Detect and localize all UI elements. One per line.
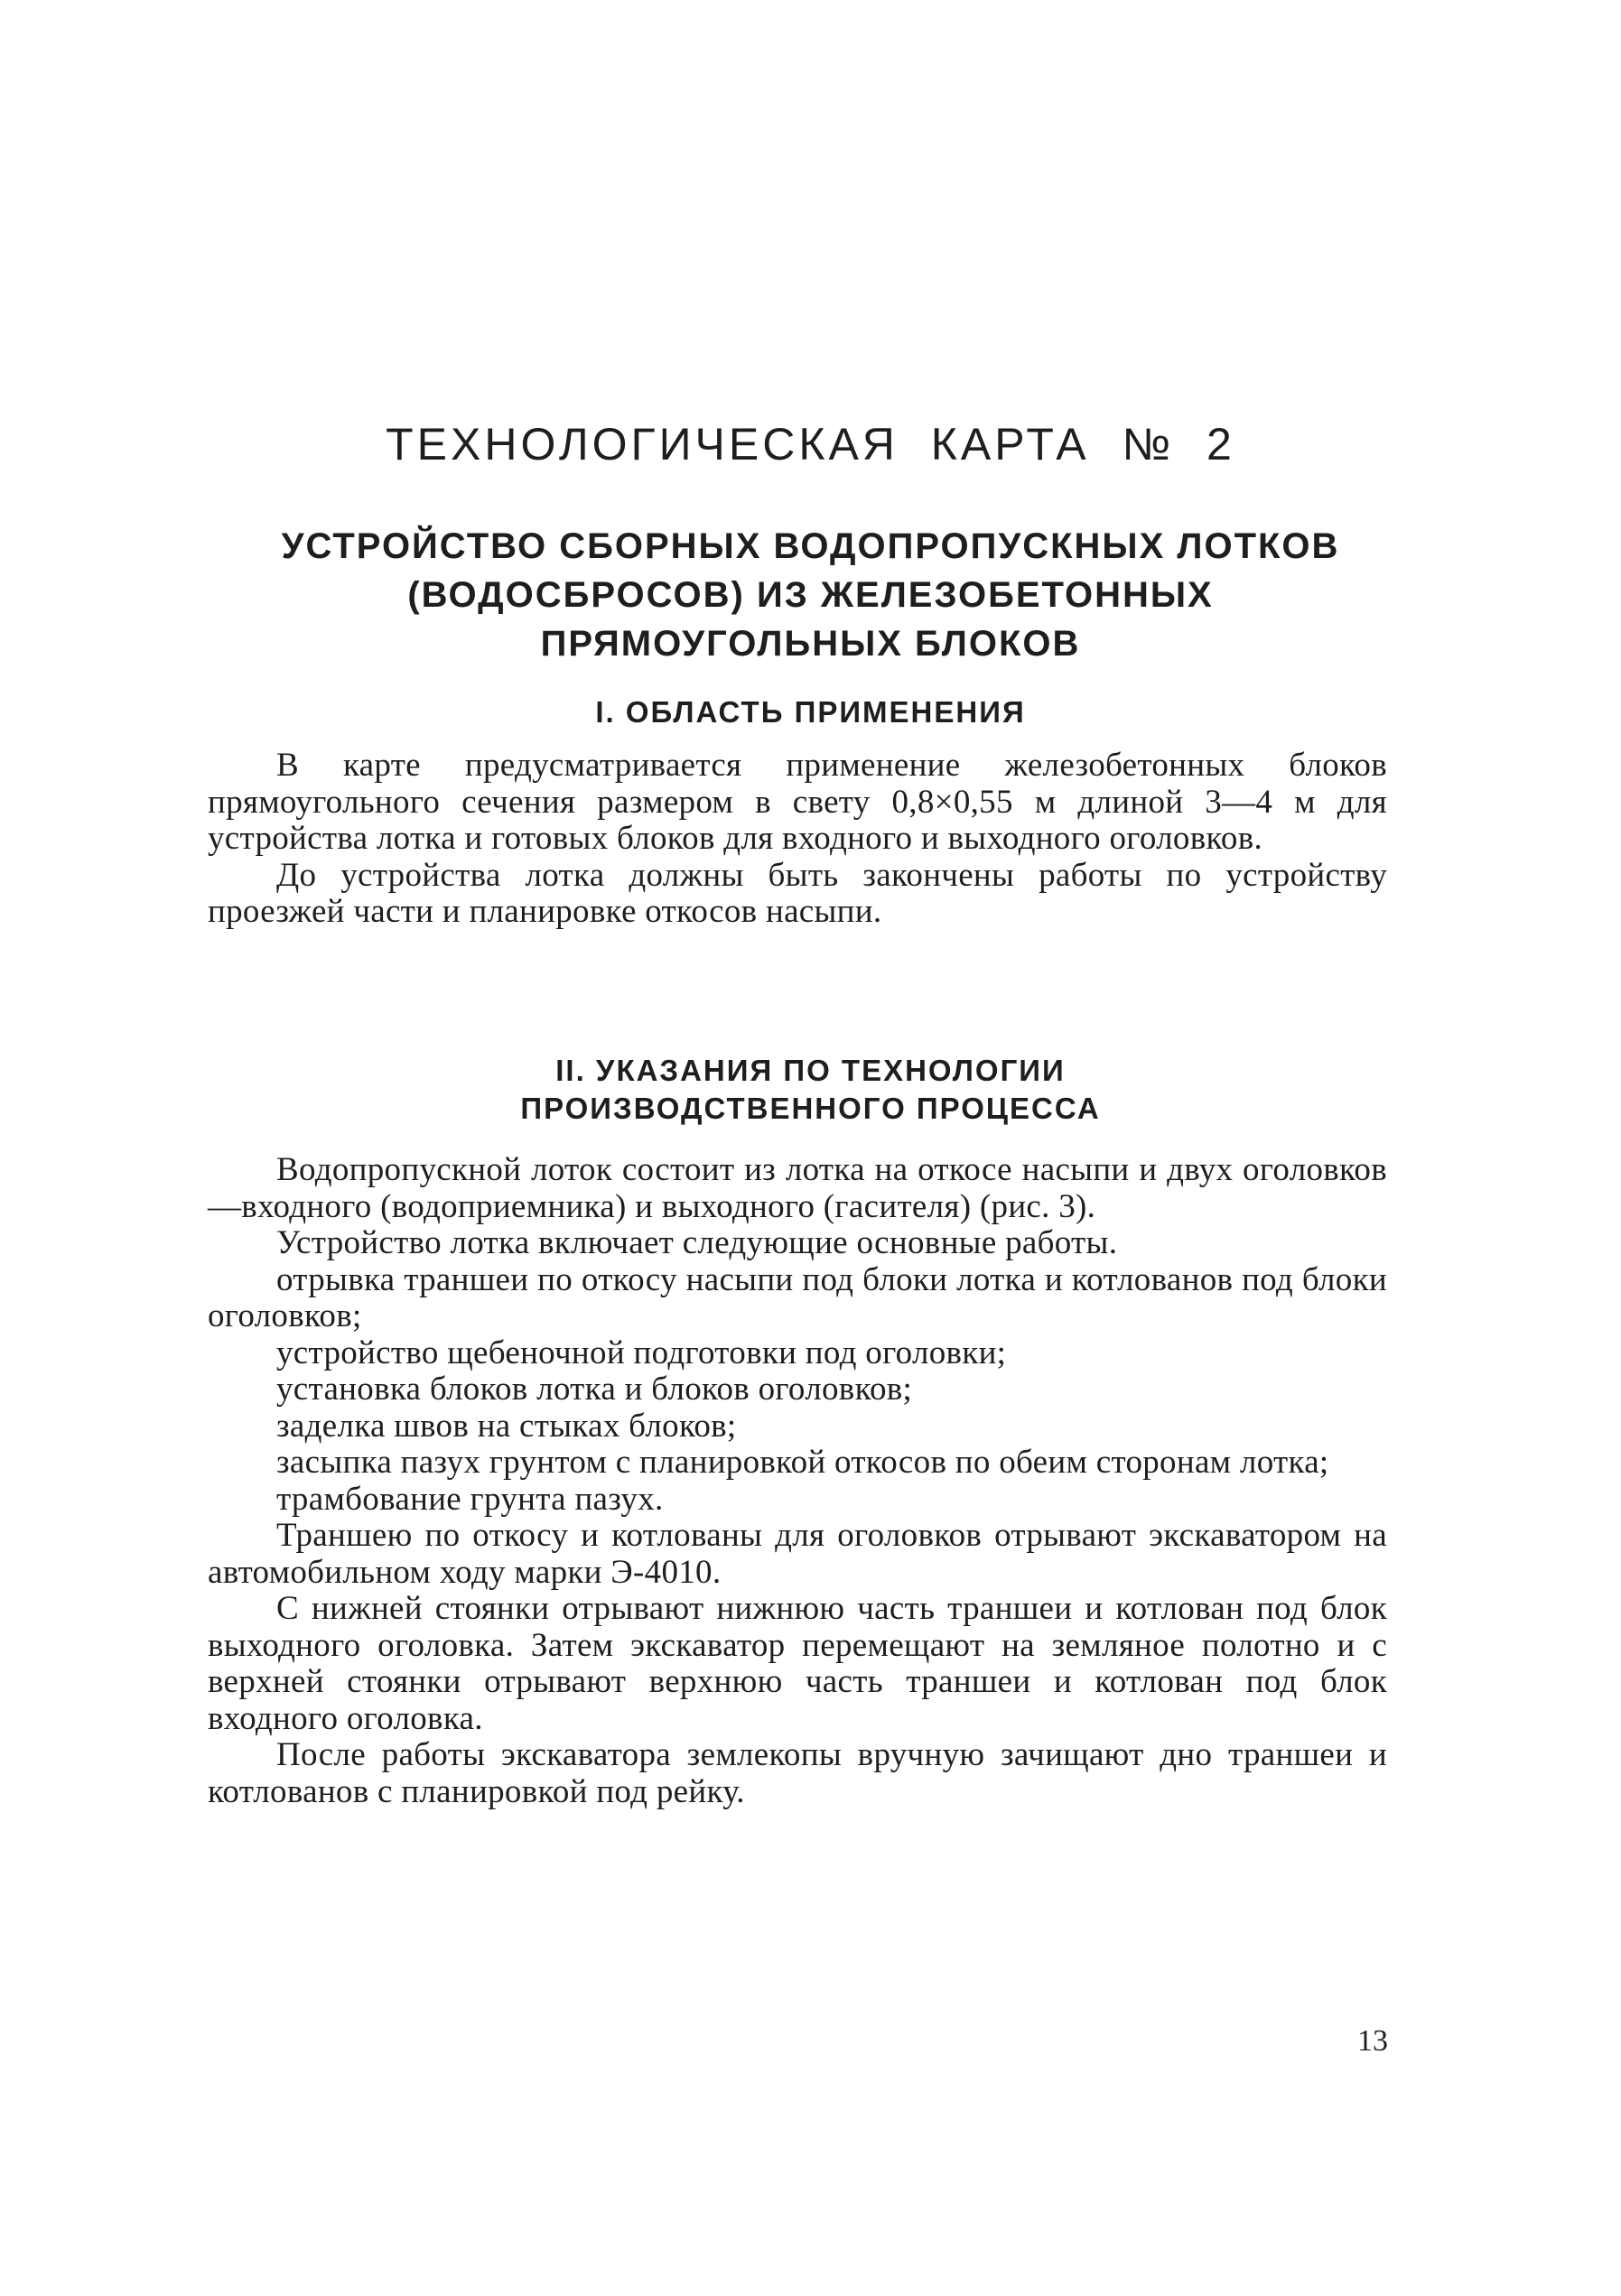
work-list-item: установка блоков лотка и блоков оголовков; (276, 1371, 913, 1408)
paragraph: После работы экскаватора землекопы вручную зачищают дно траншеи и котлованов с планировкой под рейку. (208, 1736, 1387, 1810)
paragraph: Устройство лотка включает следующие основные работы. (276, 1224, 1118, 1261)
section-heading-line: I. ОБЛАСТЬ ПРИМЕНЕНИЯ (595, 695, 1026, 729)
section-heading-technology (0, 1052, 1621, 1128)
section-heading-line: II. УКАЗАНИЯ ПО ТЕХНОЛОГИИ (555, 1054, 1066, 1087)
section-heading-scope (0, 693, 1621, 731)
work-list-item: засыпка пазух грунтом с планировкой откосов по обеим сторонам лотка; (276, 1444, 1329, 1481)
subtitle-line: ПРЯМОУГОЛЬНЫХ БЛОКОВ (540, 624, 1081, 664)
subtitle-line: УСТРОЙСТВО СБОРНЫХ ВОДОПРОПУСКНЫХ ЛОТКОВ (281, 526, 1340, 566)
section-body-technology (208, 1152, 1387, 1810)
paragraph: В карте предусматривается применение железобетонных блоков прямоугольного сечения размером в свету 0,8×0,55 м длиной 3—4 м для устройства лотка и готовых блоков для входного и выходного оголовков. (208, 747, 1387, 857)
subtitle-line: (ВОДОСБРОСОВ) ИЗ ЖЕЛЕЗОБЕТОННЫХ (407, 575, 1214, 615)
page-number: 13 (1357, 2024, 1388, 2058)
document-subtitle (0, 522, 1621, 668)
work-list-item: трамбование грунта пазух. (276, 1480, 664, 1518)
paragraph: С нижней стоянки отрывают нижнюю часть траншеи и котлован под блок выходного оголовка. Затем экскаватор перемещают на земляное полотно и с верхней стоянки отрывают верхнюю часть траншеи и котлован под блок входного оголовка. (208, 1590, 1387, 1737)
document-title: ТЕХНОЛОГИЧЕСКАЯ КАРТА № 2 (386, 419, 1235, 469)
paragraph: Траншею по откосу и котлованы для оголовков отрывают экскаватором на автомобильном ходу марки Э-4010. (208, 1517, 1387, 1591)
section-heading-line: ПРОИЗВОДСТВЕННОГО ПРОЦЕССА (520, 1092, 1101, 1125)
section-body-scope (208, 748, 1387, 931)
work-list-item: отрывка траншеи по откосу насыпи под блоки лотка и котлованов под блоки оголовков; (208, 1260, 1387, 1334)
paragraph: До устройства лотка должны быть закончены работы по устройству проезжей части и планировке откосов насыпи. (208, 856, 1387, 930)
work-list-item: заделка швов на стыках блоков; (276, 1407, 737, 1445)
paragraph: Водопропускной лоток состоит из лотка на откосе насыпи и двух оголовков—входного (водоприемника) и выходного (гасителя) (рис. 3). (208, 1151, 1387, 1225)
work-list-item: устройство щебеночной подготовки под оголовки; (276, 1334, 1007, 1371)
